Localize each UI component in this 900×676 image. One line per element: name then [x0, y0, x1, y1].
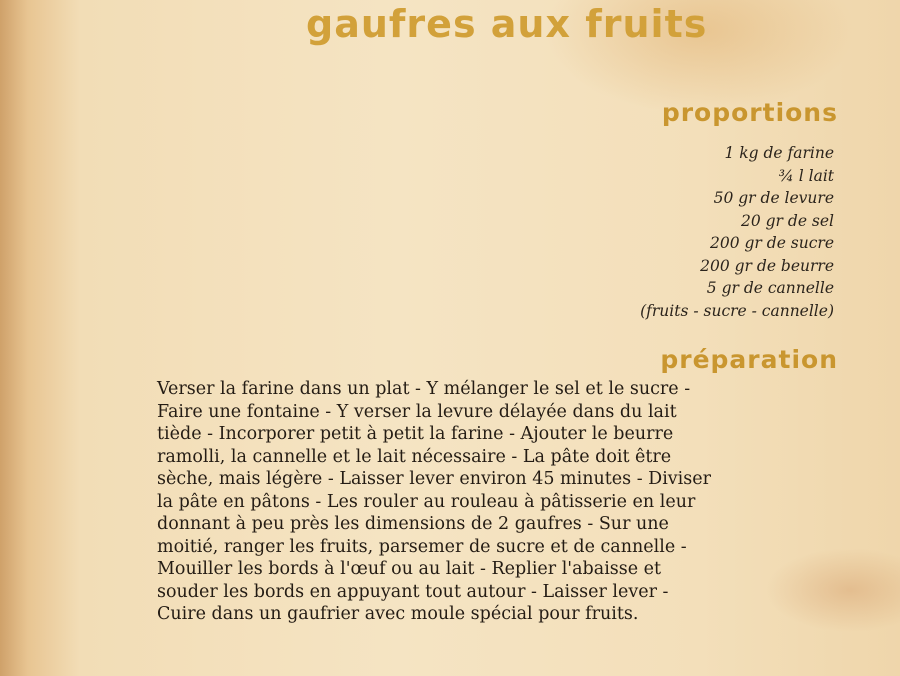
ingredient-list: [640, 142, 834, 322]
ingredient-item: 20 gr de sel: [740, 211, 834, 230]
preparation-text: [157, 378, 837, 626]
preparation-line: moitié, ranger les fruits, parsemer de sucre et de cannelle -: [157, 536, 687, 557]
ingredient-item: 1 kg de farine: [724, 144, 834, 162]
ingredient-item: 200 gr de sucre: [710, 234, 834, 252]
preparation-line: donnant à peu près les dimensions de 2 gaufres - Sur une: [157, 514, 669, 534]
preparation-line: Verser la farine dans un plat - Y mélanger le sel et le sucre -: [157, 379, 691, 399]
preparation-line: sèche, mais légère - Laisser lever environ 45 minutes - Diviser: [157, 469, 711, 489]
ingredient-item: (fruits - sucre - cannelle): [640, 301, 834, 320]
preparation-line: la pâte en pâtons - Les rouler au rouleau à pâtisserie en leur: [157, 491, 696, 512]
ingredient-item: 50 gr de levure: [713, 189, 834, 207]
ingredient-item: ¾ l lait: [778, 166, 834, 185]
preparation-heading: préparation: [660, 345, 838, 374]
proportions-heading: proportions: [661, 98, 838, 127]
recipe-title: gaufres aux fruits: [306, 2, 708, 46]
preparation-line: Faire une fontaine - Y verser la levure délayée dans du lait: [157, 401, 677, 422]
ingredient-item: 200 gr de beurre: [700, 256, 834, 275]
preparation-line: tiède - Incorporer petit à petit la farine - Ajouter le beurre: [157, 424, 674, 444]
ingredient-item: 5 gr de cannelle: [706, 279, 834, 297]
preparation-line: souder les bords en appuyant tout autour - Laisser lever -: [157, 581, 669, 602]
preparation-line: Cuire dans un gaufrier avec moule spécial pour fruits.: [157, 604, 639, 624]
preparation-line: ramolli, la cannelle et le lait nécessaire - La pâte doit être: [157, 446, 672, 467]
preparation-line: Mouiller les bords à l'œuf ou au lait - Replier l'abaisse et: [157, 559, 662, 579]
